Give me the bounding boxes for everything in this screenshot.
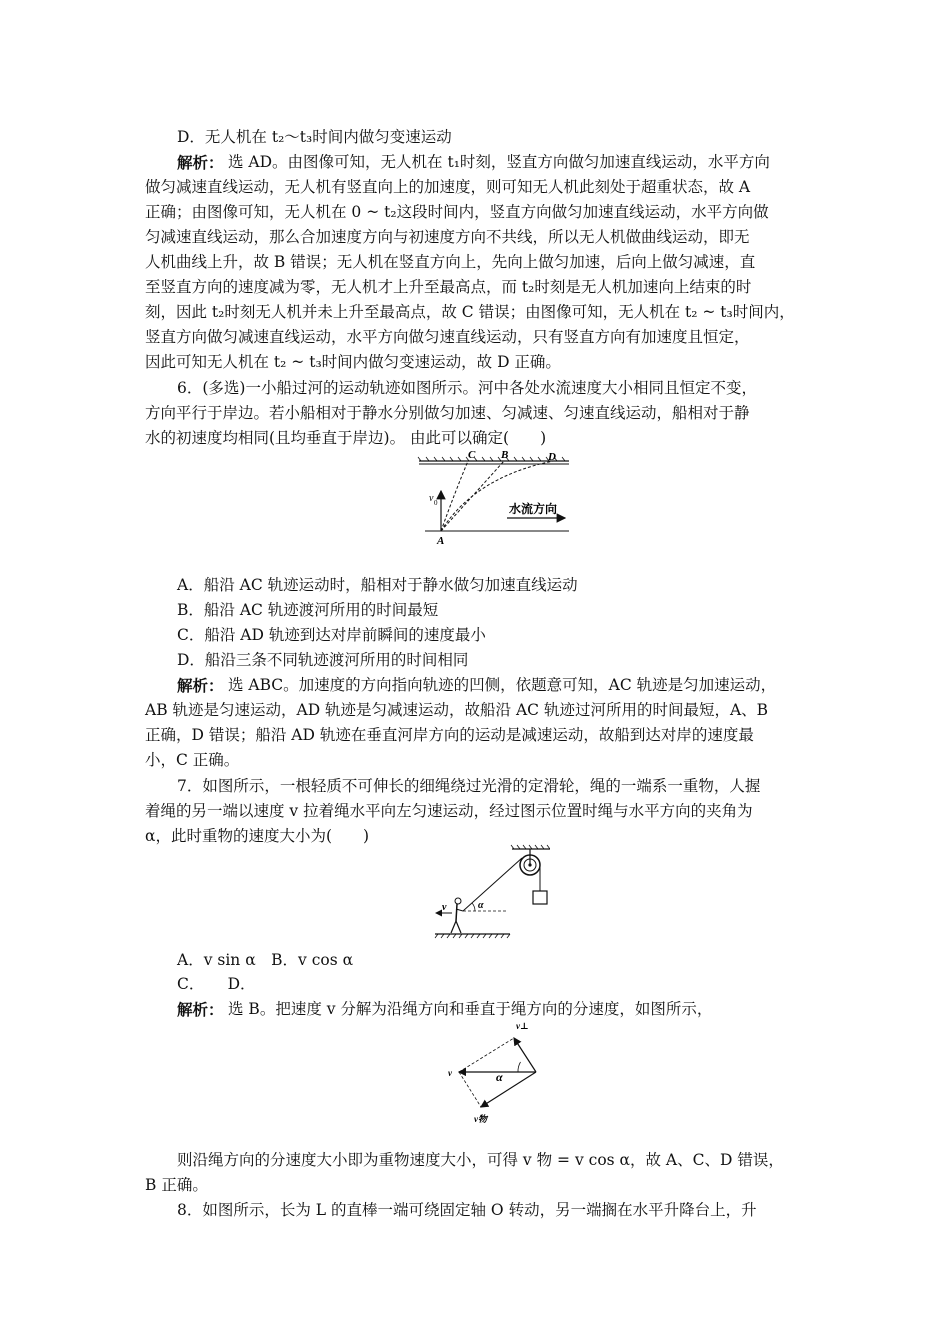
q5-analysis-line: 选 AD。由图像可知，无人机在 t₁时刻，竖直方向做匀加速直线运动，水平方向 bbox=[228, 153, 770, 171]
label-alpha: α bbox=[496, 1070, 503, 1084]
label-v-obj: v物 bbox=[474, 1114, 487, 1124]
q7-options-row1: A．v sin α B．v cos α bbox=[177, 951, 354, 969]
label-v-perp: v⊥ bbox=[516, 1021, 529, 1031]
label-a: A bbox=[437, 535, 445, 547]
q7-stem-line: 7．如图所示，一根轻质不可伸长的细绳绕过光滑的定滑轮，绳的一端系一重物，人握 bbox=[177, 777, 761, 795]
dashed-line-top bbox=[459, 1038, 514, 1072]
q6-stem-line: 方向平行于岸边。若小船相对于静水分别做匀加速、匀减速、匀速直线运动，船相对于静 bbox=[145, 404, 750, 422]
label-v: v bbox=[448, 1068, 452, 1078]
q6-analysis-line: 选 ABC。加速度的方向指向轨迹的凹侧，依题意可知，AC 轨迹是匀加速运动， bbox=[228, 676, 777, 694]
q7-analysis-text: 选 B。把速度 v 分解为沿绳方向和垂直于绳方向的分速度，如图所示， bbox=[228, 1000, 713, 1018]
q5-analysis-line: 竖直方向做匀减速直线运动，水平方向做匀速直线运动，只有竖直方向有加速度且恒定， bbox=[145, 328, 750, 346]
ground bbox=[435, 934, 510, 938]
q6-stem-line: 水的初速度均相同(且均垂直于岸边)。 由此可以确定( ) bbox=[145, 429, 547, 447]
q6-analysis-label: 解析： bbox=[177, 676, 224, 695]
dashed-line-bottom bbox=[459, 1072, 481, 1107]
label-flow: 水流方向 bbox=[509, 502, 558, 516]
q7-options-row2: C． D． bbox=[177, 975, 256, 993]
q6-option-d: D．船沿三条不同轨迹渡河所用的时间相同 bbox=[177, 651, 469, 669]
v-perp-vector bbox=[514, 1038, 536, 1072]
q7-stem-line: 着绳的另一端以速度 v 拉着绳水平向左匀速运动，经过图示位置时绳与水平方向的夹角为 bbox=[145, 802, 753, 820]
q5-analysis-line: 刻，因此 t₂时刻无人机并未上升至最高点，故 C 错误；由图像可知，无人机在 t₂ ~ t₃时间内， bbox=[145, 303, 795, 321]
pulley-figure bbox=[430, 843, 550, 946]
q5-option-d: D．无人机在 t₂～t₃时间内做匀变速运动 bbox=[177, 128, 452, 146]
label-d: D bbox=[548, 451, 556, 463]
label-c: C bbox=[468, 449, 476, 461]
q5-analysis-line: 至竖直方向的速度减为零，无人机才上升至最高点，而 t₂时刻是无人机加速向上结束的时 bbox=[145, 278, 752, 296]
label-v: v bbox=[442, 902, 447, 913]
q5-analysis-line: 匀减速直线运动，那么合加速度方向与初速度方向不共线，所以无人机做曲线运动，即无 bbox=[145, 228, 750, 246]
person-icon bbox=[451, 898, 463, 933]
label-alpha: α bbox=[478, 900, 484, 911]
label-v0-sub: 0 bbox=[434, 499, 438, 507]
q6-option-b: B．船沿 AC 轨迹渡河所用的时间最短 bbox=[177, 601, 439, 619]
rope-slanted bbox=[463, 858, 522, 911]
pulley-axle bbox=[528, 863, 531, 866]
path-ac bbox=[441, 461, 468, 531]
q6-analysis-line: AB 轨迹是匀速运动，AD 轨迹是匀减速运动，故船沿 AC 轨迹过河所用的时间最短，A、B bbox=[145, 701, 769, 719]
path-ad bbox=[441, 461, 553, 531]
q6-stem-line: 6．(多选)一小船过河的运动轨迹如图所示。河中各处水流速度大小相同且恒定不变， bbox=[177, 379, 757, 397]
alpha-arc bbox=[472, 903, 475, 911]
v-obj-vector bbox=[481, 1072, 536, 1107]
q7-analysis-label: 解析： bbox=[177, 1000, 224, 1019]
q5-analysis-line: 做匀减速直线运动，无人机有竖直向上的加速度，则可知无人机此刻处于超重状态，故 A bbox=[145, 178, 751, 196]
q5-analysis-line: 正确；由图像可知，无人机在 0 ~ t₂这段时间内，竖直方向做匀加速直线运动，水平方向做 bbox=[145, 203, 769, 221]
ceiling bbox=[511, 845, 550, 849]
q6-option-a: A．船沿 AC 轨迹运动时，船相对于静水做匀加速直线运动 bbox=[177, 576, 578, 594]
q7-stem-line: α，此时重物的速度大小为( ) bbox=[145, 827, 370, 845]
river-bank-top bbox=[418, 457, 569, 464]
alpha-arc bbox=[518, 1062, 521, 1072]
river-crossing-figure bbox=[415, 447, 575, 547]
q6-option-c: C．船沿 AD 轨迹到达对岸前瞬间的速度最小 bbox=[177, 626, 486, 644]
q5-analysis-line: 因此可知无人机在 t₂ ~ t₃时间内做匀变速运动，故 D 正确。 bbox=[145, 353, 561, 371]
q7-conclusion-line: B 正确。 bbox=[145, 1176, 208, 1194]
q8-stem-line: 8．如图所示，长为 L 的直棒一端可绕固定轴 O 转动，另一端搁在水平升降台上，升 bbox=[177, 1201, 757, 1219]
label-v0: v bbox=[429, 493, 434, 504]
weight-block bbox=[533, 891, 547, 904]
q6-analysis-line: 正确，D 错误；船沿 AD 轨迹在垂直河岸方向的运动是减速运动，故船到达对岸的速度最 bbox=[145, 726, 754, 744]
q5-analysis-line: 人机曲线上升，故 B 错误；无人机在竖直方向上，先向上做匀加速，后向上做匀减速，直 bbox=[145, 253, 756, 271]
q5-analysis-label: 解析： bbox=[177, 153, 224, 172]
velocity-decomposition-figure bbox=[444, 1018, 544, 1128]
q6-analysis-line: 小，C 正确。 bbox=[145, 751, 240, 769]
label-b: B bbox=[501, 449, 509, 461]
q7-conclusion-line: 则沿绳方向的分速度大小即为重物速度大小，可得 v 物 = v cos α，故 A、C、D 错误， bbox=[177, 1151, 784, 1169]
